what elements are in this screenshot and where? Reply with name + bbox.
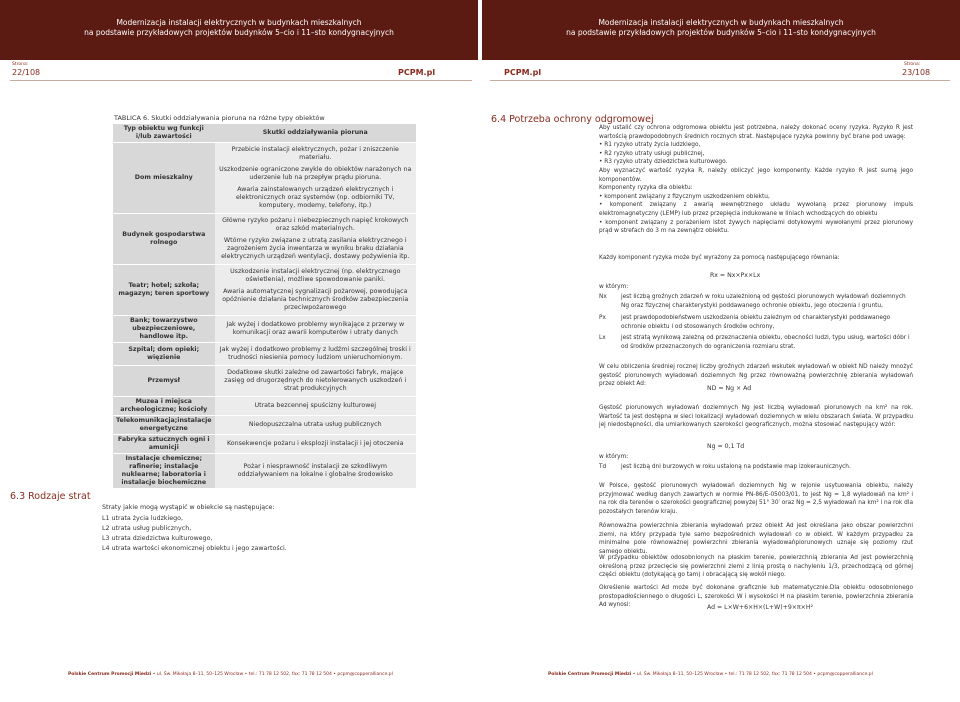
effect-item: Dodatkowe skutki zależne od zawartości fabryk, mające zasięg od drugorzędnych do nietolerowanych uszkodzeń i strat produkcyjnych <box>224 369 407 392</box>
loss-l4: L4 utrata wartości ekonomicznej obiektu i jego zawartości. <box>102 545 287 552</box>
header-title-right: Modernizacja instalacji elektrycznych w budynkach mieszkalnych na podstawie przykładowych projektów budynków 5–cio i 11–sto kondygnacyjnych <box>566 18 876 37</box>
table-caption: TABLICA 6. Skutki oddziaływania pioruna na różne typy obiektów <box>114 114 325 122</box>
section-title-6-3: 6.3 Rodzaje strat <box>10 491 91 502</box>
table-row <box>113 316 416 343</box>
effects-cell <box>215 366 416 397</box>
risk-r1: • R1 ryzyko utraty życia ludzkiego, <box>599 141 913 150</box>
object-type-cell: Fabryka sztucznych ogni i amunicji <box>113 435 215 454</box>
def-text-nx: jest liczbą groźnych zdarzeń w roku uzależnioną od gęstości piorunowych wyładowań doziemnych Ng oraz fizycznej charakterystyki poddawanego ochronie obiektu, jego otoczenia i gruntu, <box>621 294 906 309</box>
para-equation-intro: Każdy komponent ryzyka może być wyrażony za pomocą następującego równania: <box>599 255 840 261</box>
effects-cell <box>215 435 416 454</box>
para-poland: W Polsce, gęstość piorunowych wyładowań doziemnych Ng w rejonie usytuowania obiektu, należy przyjmować według danych zawartych w normie PN-86/E-05003/01, to jest Ng = 1,8 wyładowań na km² i na rok dla terenów o szerokości geograficznej powyżej 51° 30′ oraz Ng = 2,5 wyładowań na km² i na rok dla pozostałych terenów kraju. <box>599 483 913 515</box>
para-ng: Gęstość piorunowych wyładowań doziemnych Ng jest liczbą wyładowań piorunowych na km² na rok. Wartość ta jest dostępna w sieci lokalizacji wyładowań doziemnych w wielu obszarach świata. W przypadku jej niedostępności, dla umiarkowanych szerokości geograficznych, można stosować następujący wzór: <box>599 405 913 429</box>
object-type-cell: Telekomunikacja;instalacje energetyczne <box>113 416 215 435</box>
object-type-cell: Dom mieszkalny <box>113 143 215 214</box>
effect-item: Jak wyżej i dodatkowo problemy wynikające z przerwy w komunikacji oraz awarii komputerów i utraty danych <box>226 321 405 336</box>
effect-item: Uszkodzenie ograniczone zwykle do obiektów narażonych na uderzenie lub na przepływ prądu pioruna. <box>219 166 412 181</box>
effects-cell <box>215 454 416 489</box>
effects-table <box>113 124 416 489</box>
page-label-right: Strona: <box>904 62 921 67</box>
effect-item: Przebicie instalacji elektrycznych, pożar i zniszczenie materiału. <box>231 146 399 161</box>
para-ad-def: Równoważna powierzchnia zbierania wyładowań przez obiekt Ad jest określana jako obszar powierzchni ziemi, na który przypada tyle samo bezpośrednich wyładowań co w obiekt. W każdym przypadku za minimalne pole równoważnej powierzchni zbierania wyładowańpiorunowych uznaje się poziomy rzut samego obiektu. <box>599 523 913 555</box>
table-header-effects: Skutki oddziaływania pioruna <box>215 124 416 143</box>
footer-org-right: Polskie Centrum Promocji Miedzi <box>548 672 632 677</box>
table-row <box>113 143 416 214</box>
header-title-left: Modernizacja instalacji elektrycznych w budynkach mieszkalnych na podstawie przykładowych projektów budynków 5–cio i 11–sto kondygnacyjnych <box>84 18 394 37</box>
table-row <box>113 435 416 454</box>
effects-cell <box>215 343 416 366</box>
def-symbol-td: Td <box>599 464 607 470</box>
header-divider-right <box>490 80 950 81</box>
loss-l3: L3 utrata dziedzictwa kulturowego, <box>102 535 213 542</box>
para-nd: W celu obliczenia średniej rocznej liczby groźnych zdarzeń wskutek wyładowań w obiekt ND należy mnożyć gęstość piorunowych wyładowań doziemnych Ng przez równoważną powierzchnię zbierania wyładowań przez obiekt Ad: <box>599 364 913 388</box>
footer-left <box>68 672 393 677</box>
object-type-cell: Muzea i miejsca archeologiczne; kościoły <box>113 397 215 416</box>
effect-item: Jak wyżej i dodatkowo problemy z ludźmi szczególnej troski i trudności niesienia pomocy ludziom unieruchomionym. <box>219 346 411 361</box>
effect-item: Awaria zainstalowanych urządzeń elektrycznych i elektronicznych oraz systemów (np. odbiorniki TV, komputery, modemy, telefony, itp.) <box>235 186 395 209</box>
def-text-td: jest liczbą dni burzowych w roku ustaloną na podstawie map izokeraunicznych. <box>621 464 851 470</box>
formula-ad: Ad = L×W+6×H×(L+W)+9×π×H² <box>707 604 813 611</box>
formula-ng: Ng = 0,1 Td <box>707 443 745 450</box>
brand-link-left[interactable]: PCPM.pl <box>398 68 436 77</box>
formula-rx: Rx = Nx×Px×Lx <box>710 272 761 279</box>
table-row <box>113 343 416 366</box>
effect-item: Główne ryzyko pożaru i niebezpiecznych napięć krokowych oraz szkód materialnych. <box>222 217 409 232</box>
table-row <box>113 416 416 435</box>
effect-item: Uszkodzenie instalacji elektrycznej (np. elektrycznego oświetlenia), możliwe spowodowanie paniki. <box>230 268 401 283</box>
risk-r3: • R3 ryzyko utraty dziedzictwa kulturowego. <box>599 158 913 167</box>
table-row <box>113 265 416 316</box>
effects-cell <box>215 416 416 435</box>
effects-cell <box>215 316 416 343</box>
component-3: • komponent związany z porażeniem istot żywych napięciami dotykowymi wywołanymi przez piorunowy prąd w strefach do 3 m na zewnątrz obiektu. <box>599 219 913 236</box>
object-type-cell: Budynek gospodarstwa rolnego <box>113 214 215 265</box>
effects-cell <box>215 397 416 416</box>
losses-intro: Straty jakie mogą wystąpić w obiekcie są następujące: <box>102 504 275 511</box>
table-header-object: Typ obiektu wg funkcji i/lub zawartości <box>113 124 215 143</box>
table-row <box>113 214 416 265</box>
component-2: • komponent związany z awarią wewnętrznego układu wywołaną przez piorunowy impuls elektromagnetyczny (LEMP) lub przez przepięcia indukowane w liniach wchodzących do obiektu <box>599 201 913 218</box>
def-symbol-px: Px <box>599 315 606 321</box>
effect-item: Niedopuszczalna utrata usług publicznych <box>248 421 382 428</box>
para-risk-intro: Aby ustalić czy ochrona odgromowa obiektu jest potrzebna, należy dokonać oceny ryzyka. Ryzyko R jest wartością prawdopodobnych średnich rocznych strat. Następujące ryzyka powinny być brane pod uwagę: <box>599 125 913 140</box>
footer-address-left: • ul. Św. Mikołaja 8–11, 50–125 Wrocław • tel.: 71 78 12 502, fax: 71 78 12 504 • pcpm@copperalliance.pl <box>151 672 393 677</box>
formula-nd: ND = Ng × Ad <box>707 385 752 392</box>
para-components-title: Komponenty ryzyka dla obiektu: <box>599 185 693 192</box>
page-number-right: 23/108 <box>902 68 931 77</box>
label-w-ktorym: w którym: <box>599 284 629 290</box>
section-title-6-4: 6.4 Potrzeba ochrony odgromowej <box>491 114 654 125</box>
effect-item: Awaria automatycznej sygnalizacji pożarowej, powodująca opóźnienie działania technicznych środków zabezpieczenia przeciwpożarowego <box>222 288 409 311</box>
effect-item: Wtórne ryzyko związane z utratą zasilania elektrycznego i zagrożeniem życia inwentarza w wyniku braku działania elektrycznych urządzeń wentylacji, dostawy pożywienia itp. <box>221 237 410 260</box>
object-type-cell: Szpital; dom opieki; więzienie <box>113 343 215 366</box>
brand-link-right[interactable]: PCPM.pl <box>504 68 542 77</box>
risk-r2: • R2 ryzyko utraty usługi publicznej, <box>599 150 913 159</box>
loss-l2: L2 utrata usług publicznych, <box>102 525 192 532</box>
object-type-cell: Teatr; hotel; szkoła; magazyn; teren sportowy <box>113 265 215 316</box>
loss-l1: L1 utrata życia ludzkiego, <box>102 515 184 522</box>
object-type-cell: Instalacje chemiczne; rafinerie; instalacje nuklearne; laboratoria i instalacje biochemiczne <box>113 454 215 489</box>
footer-address-right: • ul. Św. Mikołaja 8–11, 50–125 Wrocław • tel.: 71 78 12 502, fax: 71 78 12 504 • pcpm@copperalliance.pl <box>631 672 873 677</box>
effects-cell <box>215 265 416 316</box>
object-type-cell: Przemysł <box>113 366 215 397</box>
table-row <box>113 397 416 416</box>
label-w-ktorym-2: w którym: <box>599 454 629 460</box>
effects-cell <box>215 143 416 214</box>
footer-right <box>548 672 873 677</box>
page-number-left: 22/108 <box>12 68 41 77</box>
def-text-px: jest prawdopodobieństwem uszkodzenia obiektu zależnym od charakterystyki poddawanego ochronie obiektu i od stosowanych środków ochrony, <box>621 315 891 330</box>
def-text-lx: jest stratą wynikową zależną od przeznaczenia obiektu, obecności ludzi, typu usług, wartości dóbr i od środków przeznaczonych do ograniczenia rozmiaru strat. <box>621 335 910 350</box>
para-ad-calc: Określenie wartości Ad może być dokonane graficznie lub matematycznie.Dla obiektu odosobnionego prostopadłościennego o długości L, szerokości W i wysokości H na płaskim terenie, powierzchnia zbierania Ad wynosi: <box>599 585 913 609</box>
effect-item: Konsekwencje pożaru i eksplozji instalacji i jej otoczenia <box>226 440 404 447</box>
def-symbol-lx: Lx <box>599 335 606 341</box>
table-row <box>113 454 416 489</box>
footer-org-left: Polskie Centrum Promocji Miedzi <box>68 672 152 677</box>
header-bar-right <box>482 0 960 60</box>
header-bar-left <box>0 0 478 60</box>
table-row <box>113 366 416 397</box>
header-divider-left <box>10 80 472 81</box>
component-1: • komponent związany z fizycznym uszkodzeniem obiektu, <box>599 193 913 202</box>
effect-item: Utrata bezcennej spuścizny kulturowej <box>254 402 376 409</box>
effect-item: Pożar i niesprawność instalacji ze szkodliwym oddziaływaniem na lokalne i globalne środowisko <box>237 463 393 478</box>
page-label-left: Strona: <box>12 62 29 67</box>
effects-cell <box>215 214 416 265</box>
def-symbol-nx: Nx <box>599 294 607 300</box>
right-body-1 <box>599 124 913 236</box>
para-ad-flat: W przypadku obiektów odosobnionych na płaskim terenie, powierzchnią zbierania Ad jest powierzchnią określoną przez przecięcie się powierzchni ziemi z linią prostą o nachyleniu 1/3, przechodzącą od górnej części obiektu (dotykającą go tam) i obracającą się wokół niego. <box>599 555 913 579</box>
object-type-cell: Bank; towarzystwo ubezpieczeniowe, handlowe itp. <box>113 316 215 343</box>
para-risk-components: Aby wyznaczyć wartość ryzyka R, należy obliczyć jego komponenty. Każde ryzyko R jest sumą jego komponentów. <box>599 167 913 183</box>
